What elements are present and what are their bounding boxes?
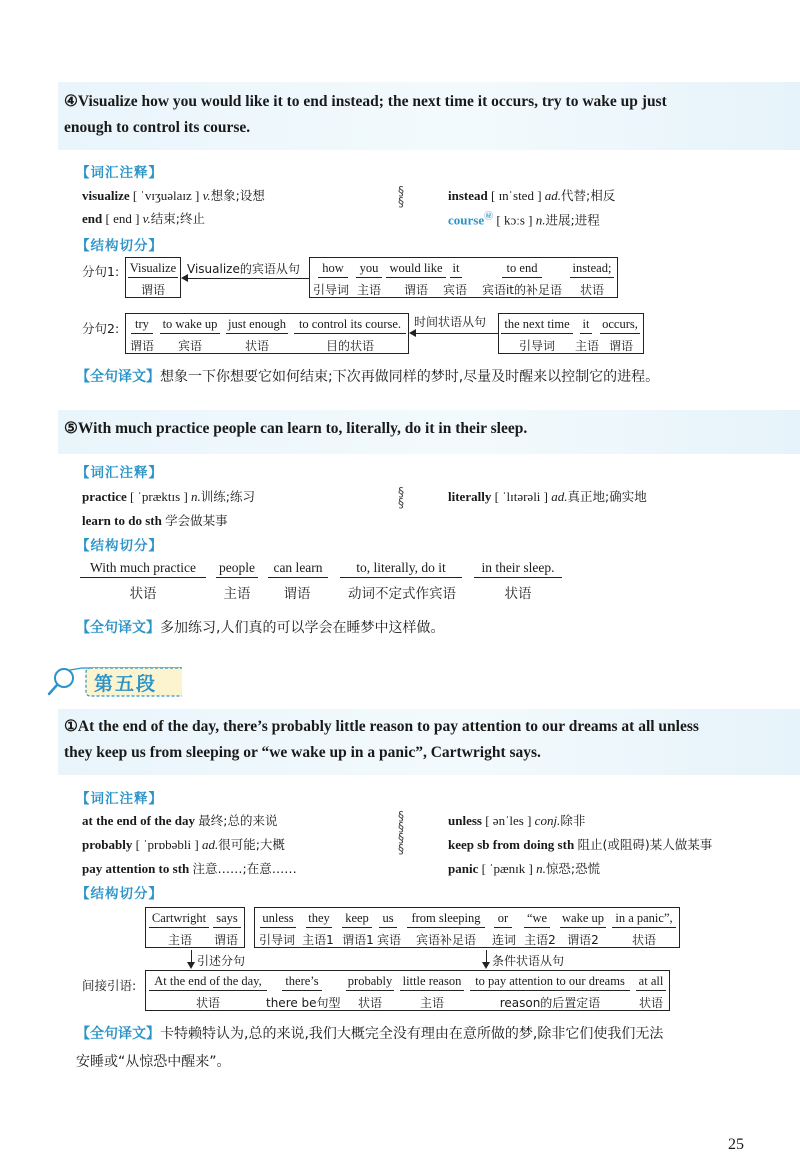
word-the-next-time: the next time [501, 317, 573, 334]
sentence-5-number: ⑤ [64, 420, 78, 437]
sentence-4-line1: Visualize how you would like it to end instead; the next time it occurs, try to wake up just [77, 93, 667, 110]
role-they: 主语1 [302, 933, 334, 947]
role-how: 引导词 [312, 283, 349, 297]
wavy-divider-p5: § § § § [398, 809, 404, 856]
word-us: us [379, 911, 397, 928]
word-just-enough: just enough [226, 317, 288, 334]
arrow2-line [416, 333, 498, 334]
vocab-end: end [ end ] v.结束;终止 [82, 211, 205, 226]
role-people: 主语 [223, 586, 251, 602]
word-in-a-panic: in a panic”, [612, 911, 676, 928]
word-with-much-practice: With much practice [80, 560, 206, 578]
word-you: you [356, 261, 382, 278]
sentence-4-number: ④ [64, 93, 78, 110]
clause2-label: 分句2: [82, 321, 120, 336]
word-says: says [213, 911, 241, 928]
word-they: they [306, 911, 332, 928]
clause1-label: 分句1: [82, 264, 120, 279]
sentence-4-line2: enough to control its course. [64, 119, 251, 136]
role-we: 主语2 [524, 933, 556, 947]
arrow-label-condition: 条件状语从句 [492, 954, 565, 968]
vocab-learn-to-do: learn to do sth 学会做某事 [82, 513, 228, 528]
struct-tag: 【结构切分】 [76, 238, 163, 254]
vocab-keep-sb-from: keep sb from doing sth 阻止(或阻碍)某人做某事 [448, 837, 713, 852]
wavy-divider: § § [398, 184, 404, 209]
vocab-probably: probably [ ˈprɒbəbli ] ad.很可能;大概 [82, 837, 285, 852]
word-theres: there’s [282, 974, 322, 991]
vocab-tag: 【词汇注释】 [76, 165, 163, 181]
translation-p5s1: 【全句译文】卡特赖特认为,总的来说,我们大概完全没有理由在意所做的梦,除非它们使我们无法 安睡或“从惊恐中醒来”。 [76, 1026, 664, 1070]
role-to-wake-up: 宾语 [177, 339, 202, 353]
word-we: “we [524, 911, 550, 928]
word-it: it [450, 261, 462, 278]
word-cartwright: Cartwright [149, 911, 209, 928]
role-you: 主语 [356, 283, 381, 297]
role-the-next-time: 引导词 [518, 339, 555, 353]
arrow-label-reporting: 引述分句 [197, 954, 246, 968]
sentence-5-line1: With much practice people can learn to, literally, do it in their sleep. [77, 420, 528, 437]
p5-sentence-1-line2: they keep us from sleeping or “we wake up in a panic”, Cartwright says. [64, 744, 541, 761]
role-it-2: 主语 [574, 339, 599, 353]
role-says: 谓语 [213, 933, 238, 947]
arrow2-head [409, 329, 416, 337]
role-at-all: 状语 [638, 996, 663, 1010]
role-in-a-panic: 状语 [631, 933, 656, 947]
vocab-practice: practice [ ˈpræktɪs ] n.训练;练习 [82, 489, 256, 504]
down-arrow-2-head [482, 962, 490, 969]
role-would-like: 谓语 [403, 283, 428, 297]
word-visualize: Visualize [128, 261, 178, 278]
role-occurs: 谓语 [608, 339, 633, 353]
word-little-reason: little reason [400, 974, 464, 991]
word-in-their-sleep: in their sleep. [474, 560, 562, 578]
vocab-tag-5: 【词汇注释】 [76, 465, 163, 481]
word-at-all: at all [636, 974, 666, 991]
role-at-the-end: 状语 [195, 996, 220, 1010]
arrow-line [183, 278, 309, 279]
p5-sentence-1-line1: At the end of the day, there’s probably little reason to pay attention to our dreams at all unless [77, 718, 699, 735]
word-wake-up: wake up [560, 911, 606, 928]
vocab-panic: panic [ ˈpænɪk ] n.惊恐;恐慌 [448, 861, 601, 876]
role-cartwright: 主语 [167, 933, 192, 947]
translation-4: 【全句译文】想象一下你想要它如何结束;下次再做同样的梦时,尽量及时醒来以控制它的进程。 [76, 369, 660, 385]
arrow-label-time-clause: 时间状语从句 [414, 315, 487, 329]
role-just-enough: 状语 [244, 339, 269, 353]
role-can-learn: 谓语 [283, 586, 311, 602]
role-visualize: 谓语 [140, 283, 165, 297]
section-title: 第五段 [94, 673, 158, 695]
word-to-pay-attention: to pay attention to our dreams [470, 974, 630, 991]
arrow-label-object-clause: Visualize的宾语从句 [187, 262, 300, 276]
role-try: 谓语 [129, 339, 154, 353]
p5-sentence-1 [64, 714, 699, 766]
word-to-literally-do-it: to, literally, do it [340, 560, 462, 578]
role-theres: there be句型 [266, 996, 341, 1010]
role-keep: 谓语1 [342, 933, 374, 947]
translation-5: 【全句译文】多加练习,人们真的可以学会在睡梦中这样做。 [76, 620, 445, 636]
word-to-end: to end [502, 261, 542, 278]
word-to-wake-up: to wake up [160, 317, 220, 334]
role-unless: 引导词 [258, 933, 295, 947]
sentence-5 [64, 416, 527, 442]
role-to-control: 目的状语 [325, 339, 374, 353]
wavy-divider-5: § § [398, 485, 404, 510]
word-keep: keep [342, 911, 372, 928]
page-number: 25 [728, 1136, 744, 1153]
role-from-sleeping: 宾语补足语 [415, 933, 476, 947]
role-with-much-practice: 状语 [129, 586, 157, 602]
word-instead: instead; [570, 261, 614, 278]
p5-sentence-1-number: ① [64, 718, 78, 735]
role-it: 宾语 [442, 283, 467, 297]
section-header [42, 664, 182, 698]
word-how: how [318, 261, 348, 278]
sentence-4 [64, 89, 667, 141]
role-or: 连词 [491, 933, 516, 947]
struct-tag-5: 【结构切分】 [76, 538, 163, 554]
word-unless: unless [260, 911, 296, 928]
vocab-unless: unless [ ənˈles ] conj.除非 [448, 813, 586, 828]
down-arrow-1-head [187, 962, 195, 969]
word-to-control: to control its course. [294, 317, 406, 334]
vocab-pay-attention: pay attention to sth 注意……;在意…… [82, 861, 297, 876]
vocab-instead: instead [ ɪnˈsted ] ad.代替;相反 [448, 188, 616, 203]
role-to-pay-attention: reason的后置定语 [499, 996, 601, 1010]
role-to-end: 宾语it的补足语 [481, 283, 563, 297]
role-us: 宾语 [376, 933, 401, 947]
vocab-course: course㊙ [ kɔːs ] n.进展;进程 [448, 211, 600, 228]
role-wake-up: 谓语2 [567, 933, 599, 947]
vocab-visualize: visualize [ ˈvɪʒuəlaɪz ] v.想象;设想 [82, 188, 265, 203]
vocab-tag-p5: 【词汇注释】 [76, 791, 163, 807]
word-probably: probably [346, 974, 394, 991]
struct-tag-p5: 【结构切分】 [76, 886, 163, 902]
role-in-their-sleep: 状语 [504, 586, 532, 602]
word-occurs: occurs, [600, 317, 640, 334]
word-people: people [216, 560, 258, 578]
word-or: or [494, 911, 512, 928]
word-would-like: would like [386, 261, 446, 278]
role-probably: 状语 [357, 996, 382, 1010]
indirect-speech-label: 间接引语: [82, 978, 137, 993]
role-to-literally-do-it: 动词不定式作宾语 [348, 586, 456, 602]
word-at-the-end-of-the-day: At the end of the day, [149, 974, 267, 991]
role-little-reason: 主语 [419, 996, 444, 1010]
word-try: try [131, 317, 153, 334]
word-can-learn: can learn [268, 560, 328, 578]
word-it-2: it [580, 317, 592, 334]
vocab-at-the-end: at the end of the day 最终;总的来说 [82, 813, 278, 828]
vocab-literally: literally [ ˈlɪtərəli ] ad.真正地;确实地 [448, 489, 647, 504]
role-instead: 状语 [579, 283, 604, 297]
word-from-sleeping: from sleeping [407, 911, 485, 928]
